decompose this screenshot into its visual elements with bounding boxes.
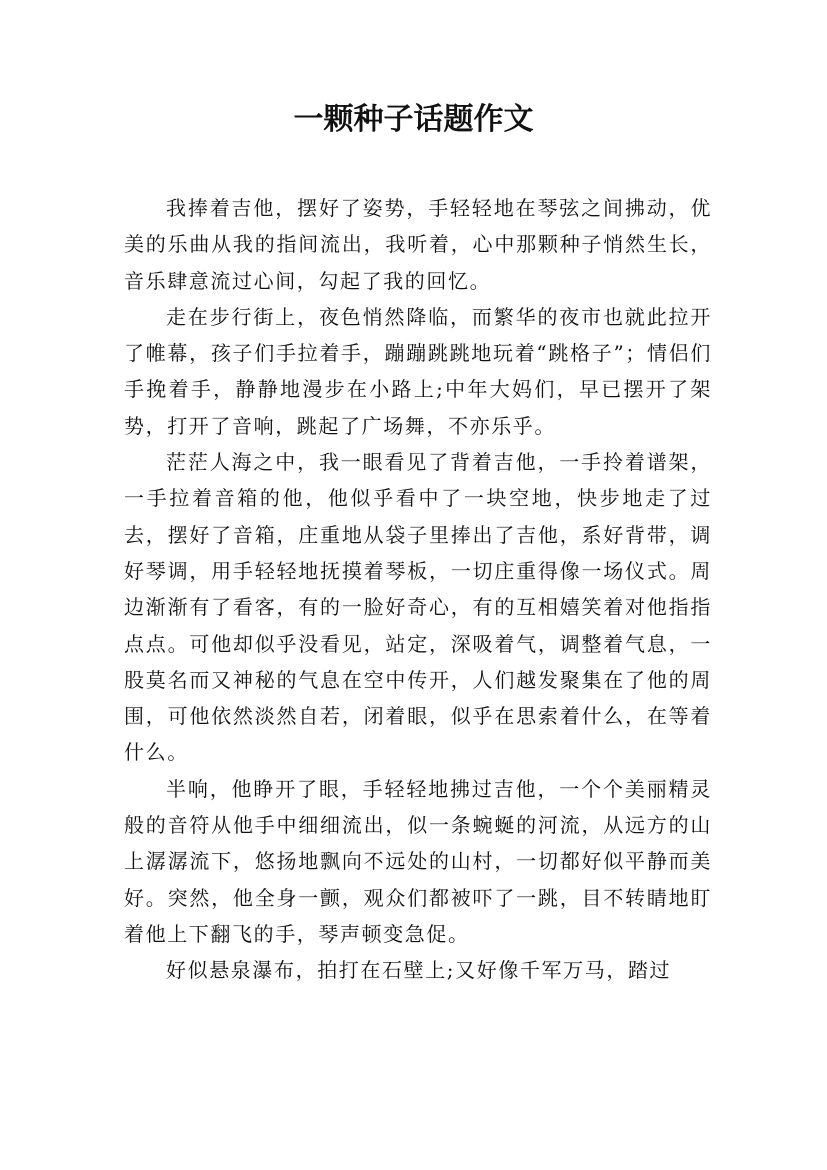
paragraph: 我捧着吉他，摆好了姿势，手轻轻地在琴弦之间拂动，优美的乐曲从我的指间流出，我听着，心中那颗种子悄然生长，音乐肆意流过心间，勾起了我的回忆。 [124, 196, 712, 293]
paragraph: 半响，他睁开了眼，手轻轻地拂过吉他，一个个美丽精灵般的音符从他手中细细流出，似一条蜿蜒的河流，从远方的山上潺潺流下，悠扬地飘向不远处的山村，一切都好似平静而美好。突然，他全身一颤，观众们都被吓了一跳，目不转睛地盯着他上下翻飞的手，琴声顿变急促。 [124, 776, 712, 946]
paragraph: 走在步行街上，夜色悄然降临，而繁华的夜市也就此拉开了帷幕，孩子们手拉着手，蹦蹦跳跳地玩着“跳格子”；情侣们手挽着手，静静地漫步在小路上;中年大妈们，早已摆开了架势，打开了音响，跳起了广场舞，不亦乐乎。 [124, 304, 712, 438]
document-title: 一颗种子话题作文 [293, 102, 534, 137]
paragraph: 茫茫人海之中，我一眼看见了背着吉他，一手拎着谱架，一手拉着音箱的他，他似乎看中了一块空地，快步地走了过去，摆好了音箱，庄重地从袋子里捧出了吉他，系好背带，调好琴调，用手轻轻地抚摸着琴板，一切庄重得像一场仪式。周边渐渐有了看客，有的一脸好奇心，有的互相嬉笑着对他指指点点。可他却似乎没看见，站定，深吸着气，调整着气息，一股莫名而又神秘的气息在空中传开，人们越发聚集在了他的周围，可他依然淡然自若，闭着眼，似乎在思索着什么，在等着什么。 [124, 450, 712, 765]
document-body [124, 190, 712, 989]
paragraph: 好似悬泉瀑布，拍打在石壁上;又好像千军万马，踏过 [166, 958, 672, 983]
